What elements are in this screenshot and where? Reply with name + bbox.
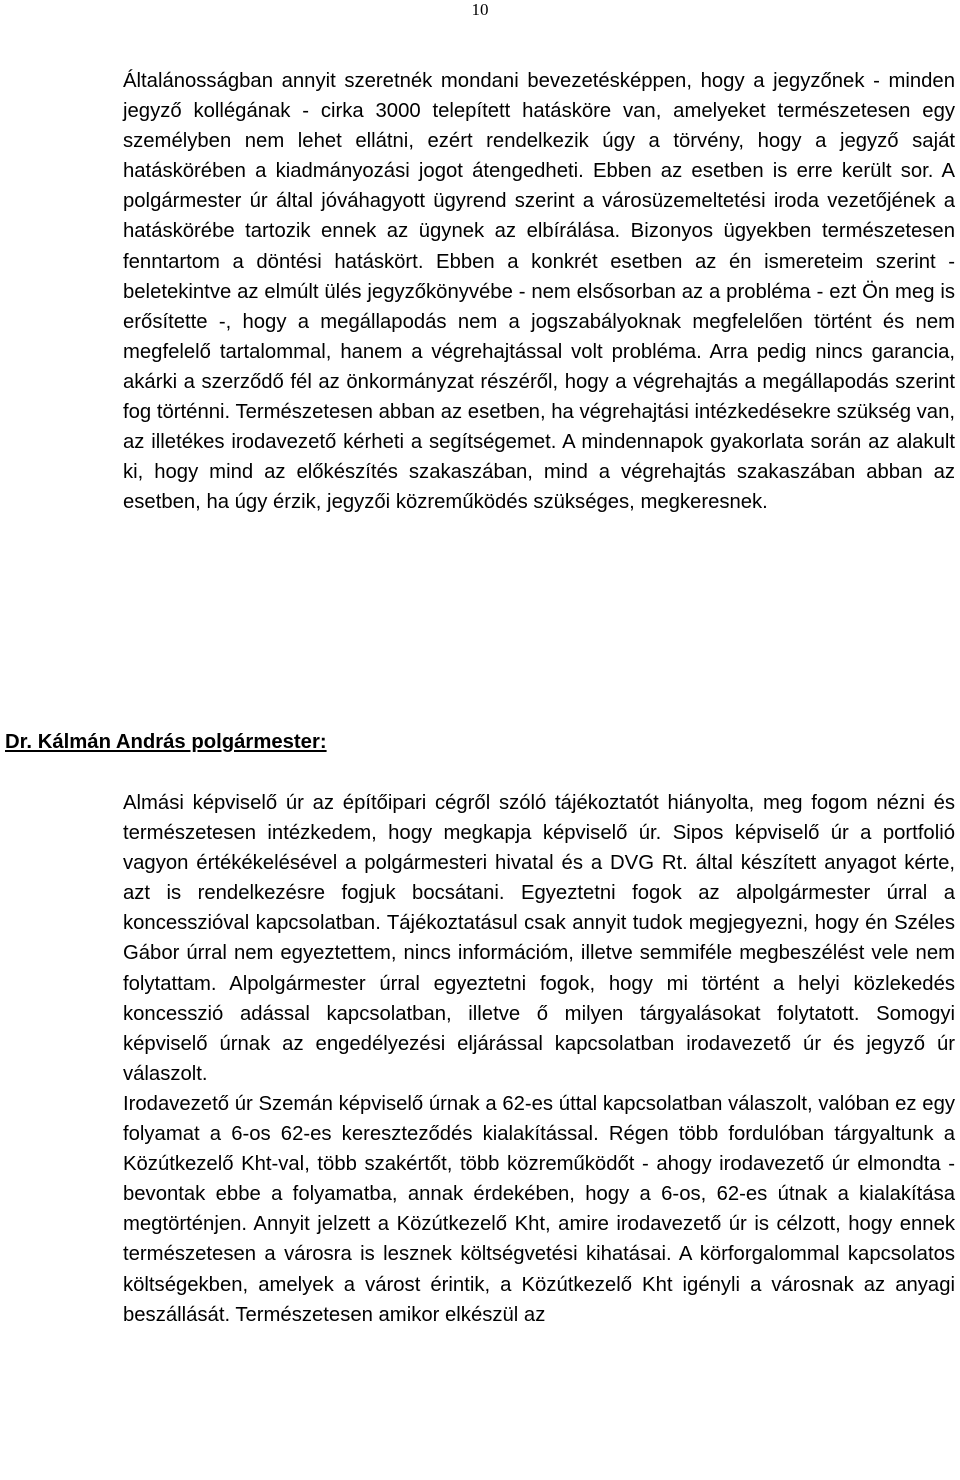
- body-text-block-1: [123, 66, 955, 517]
- paragraph: Irodavezető úr Szemán képviselő úrnak a 62-es úttal kapcsolatban válaszolt, valóban ez egy folyamat a 6-os 62-es kereszteződés kialakítással. Régen több fordulóban tárgyaltunk a Közútkezelő Kht-val, több szakértőt, több közreműködőt - ahogy irodavezető úr elmondta - bevontak ebbe a folyamatba, annak érdekében, hogy a 6-os, 62-es útnak a kialakítása megtörténjen. Annyit jelzett a Közútkezelő Kht, amire irodavezető úr is célzott, hogy ennek természetesen a városra is lesznek költségvetési kihatásai. A körforgalommal kapcsolatos költségekben, amelyek a várost érintik, a Közútkezelő Kht igényli a városnak az anyagi beszállását. Természetesen amikor elkészül az: [123, 1092, 955, 1326]
- paragraph: Általánosságban annyit szeretnék mondani bevezetésképpen, hogy a jegyzőnek - minden jegyző kollégának - cirka 3000 telepített hatásköre van, amelyeket természetesen egy személyben nem lehet ellátni, ezért rendelkezik úgy a törvény, hogy a jegyző saját hatáskörében a kiadmányozási jogot átengedheti. Ebben az esetben is erre került sor. A polgármester úr által jóváhagyott ügyrend szerint a városüzemeltetési iroda vezetőjének a hatáskörébe tartozik ennek az ügynek az elbírálása. Bizonyos ügyekben természetesen fenntartom a döntési hatáskört. Ebben a konkrét esetben az én ismereteim szerint - beletekintve az elmúlt ülés jegyzőkönyvébe - nem elsősorban az a probléma - ezt Ön meg is erősítette -, hogy a megállapodás nem a jogszabályoknak megfelelően történt és nem megfelelő tartalommal, hanem a végrehajtással volt probléma. Arra pedig nincs garancia, akárki a szerződő fél az önkormányzat részéről, hogy a végrehajtás a megállapodás szerint fog történni. Természetesen abban az esetben, ha végrehajtási intézkedésekre szükség van, az illetékes irodavezető kérheti a segítségemet. A mindennapok gyakorlata során az alakult ki, hogy mind az előkészítés szakaszában, mind a végrehajtás szakaszában abban az esetben, ha úgy érzik, jegyzői közreműködés szükséges, megkeresnek.: [123, 70, 955, 514]
- page-number: 10: [471, 0, 489, 19]
- body-text-block-2: [123, 788, 955, 1330]
- speaker-label: Dr. Kálmán András polgármester:: [5, 731, 327, 753]
- paragraph: Almási képviselő úr az építőipari cégről szóló tájékoztatót hiányolta, meg fogom nézni és természetesen intézkedem, hogy megkapja képviselő úr. Sipos képviselő úr a portfolió vagyon értékékelésével a polgármesteri hivatal és a DVG Rt. által készített anyagot kérte, azt is rendelkezésre fogjuk bocsátani. Egyeztetni fogok az alpolgármester úrral a koncesszióval kapcsolatban. Tájékoztatásul csak annyit tudok megjegyezni, hogy én Széles Gábor úrral nem egyeztettem, nincs információm, illetve semmiféle megbeszélést vele nem folytattam. Alpolgármester úrral egyeztetni fogok, hogy mi történt a helyi közlekedés koncesszió adással kapcsolatban, illetve ő milyen tárgyalásokat folytatott. Somogyi képviselő úrnak az engedélyezési eljárással kapcsolatban irodavezető úr és jegyző úr válaszolt.: [123, 792, 955, 1085]
